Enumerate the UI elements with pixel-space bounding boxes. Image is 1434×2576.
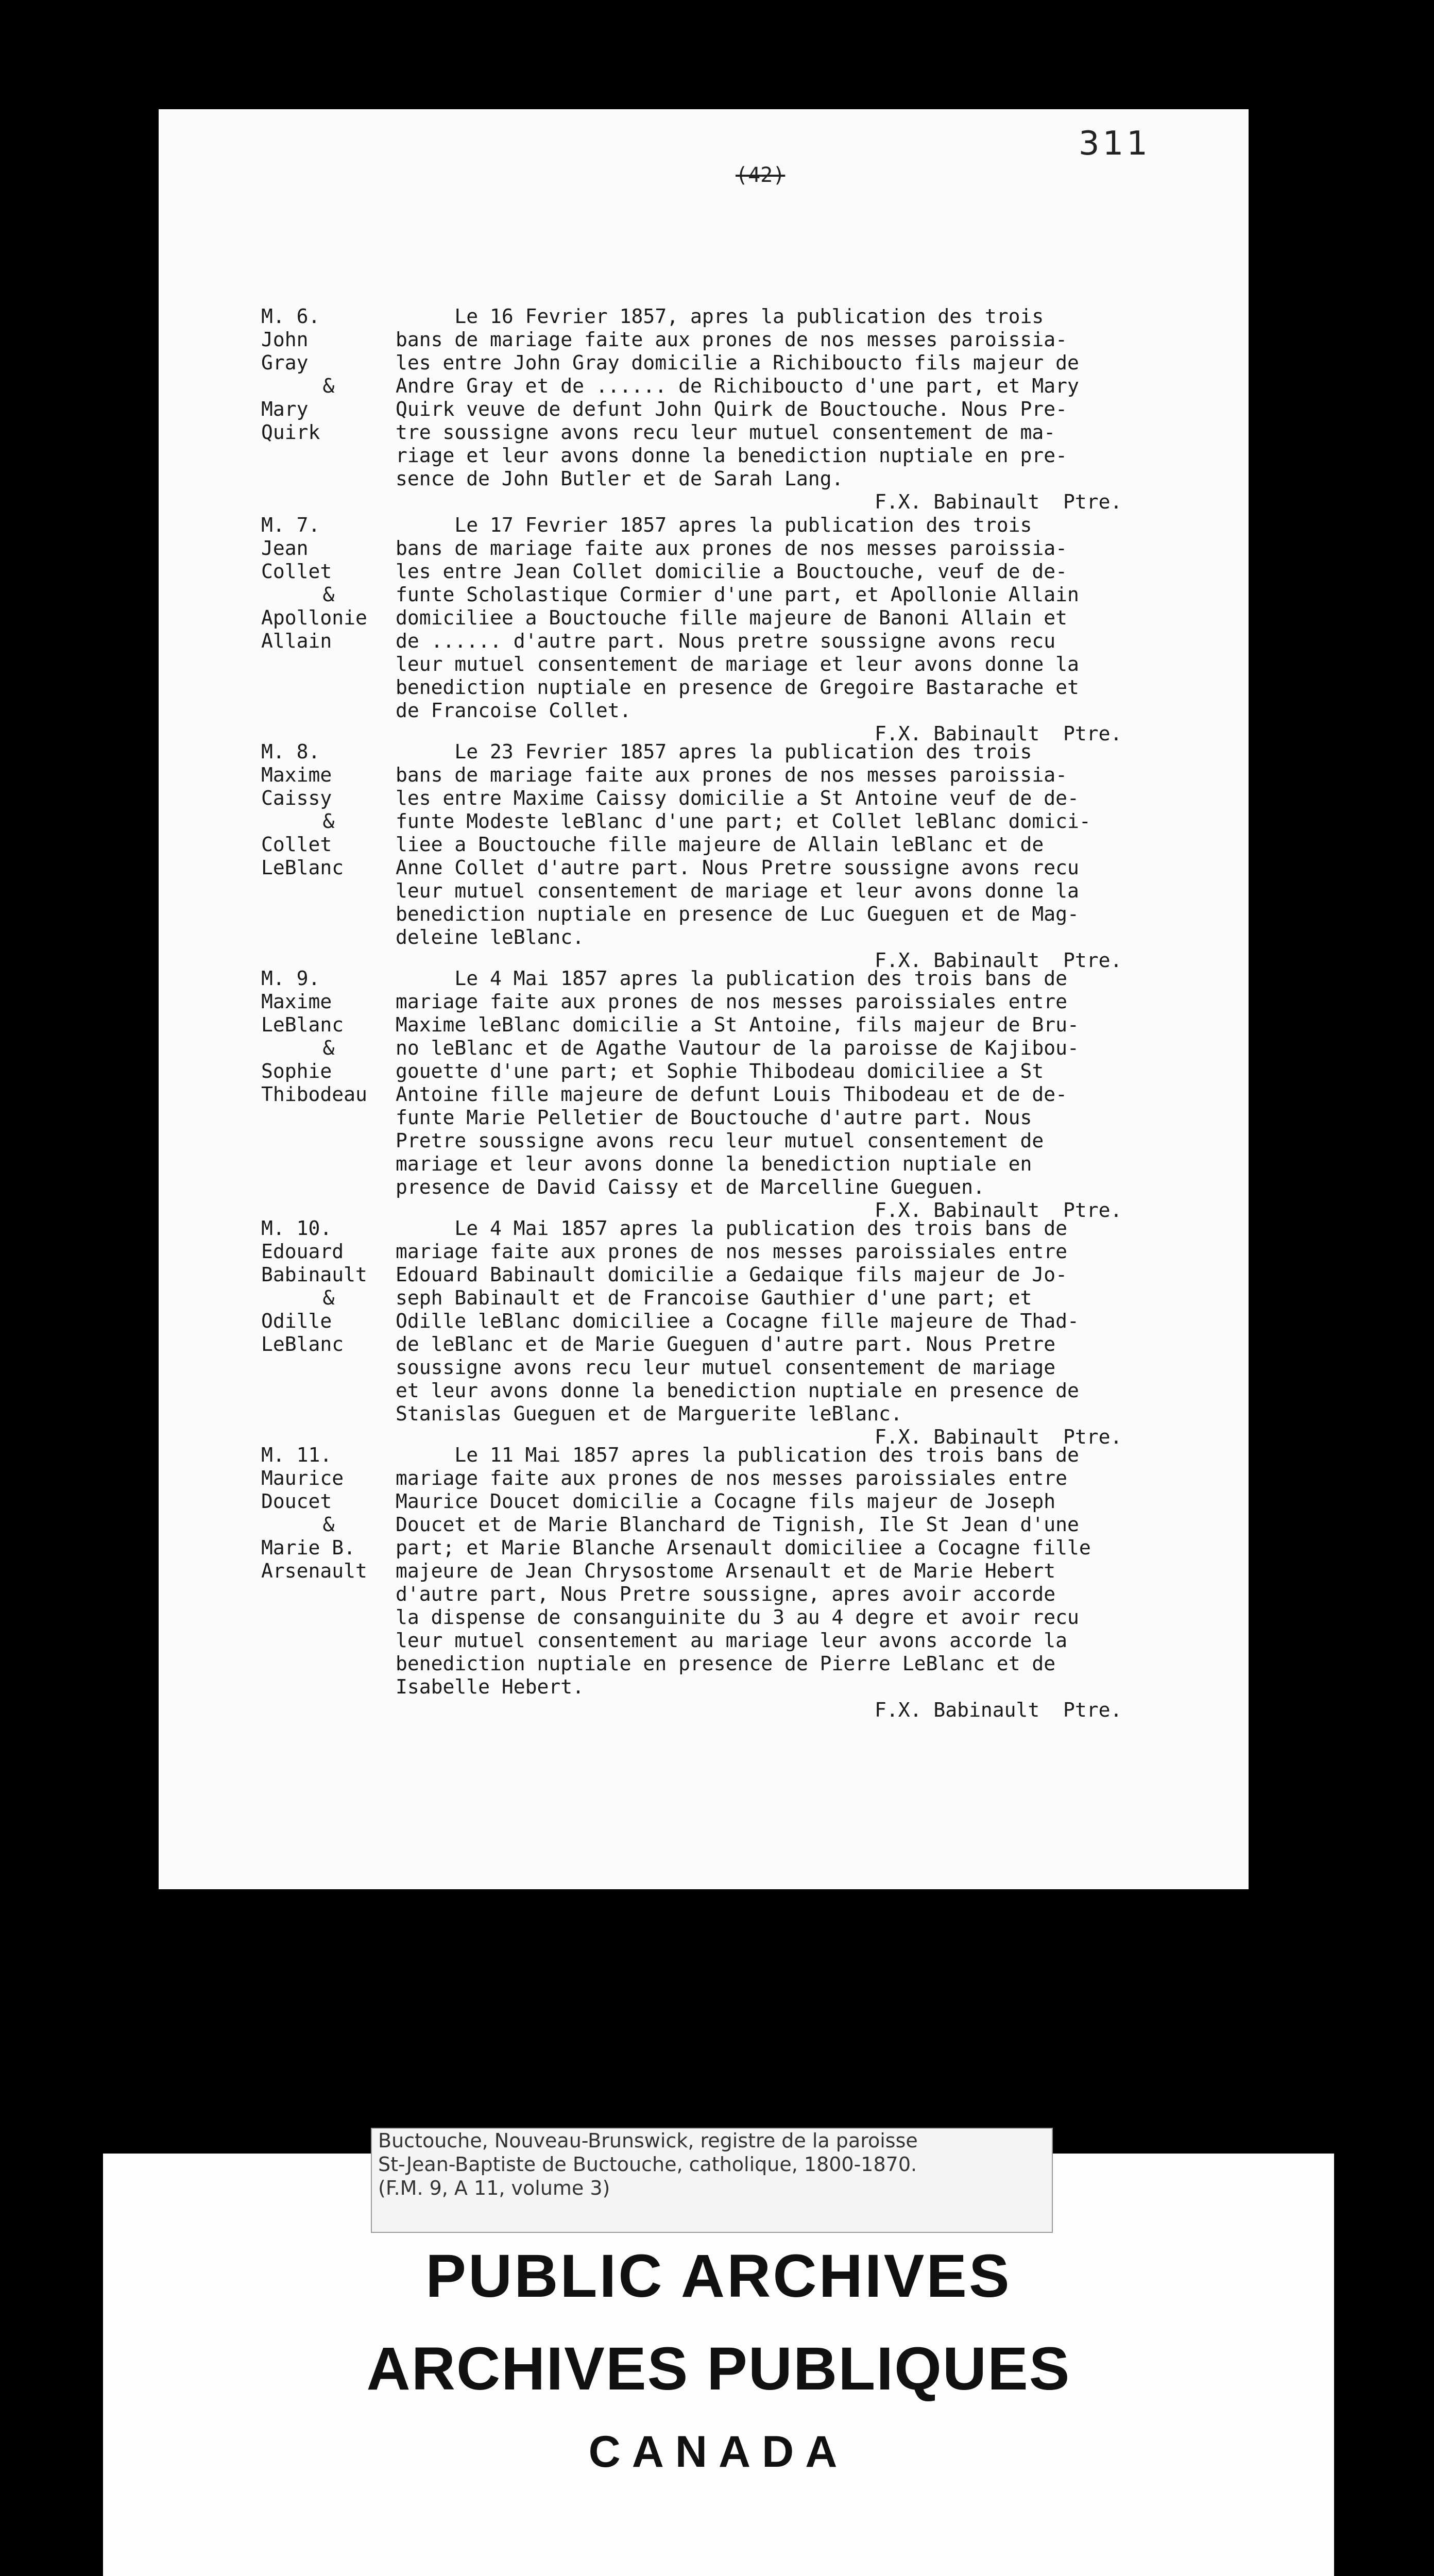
entry-margin-note xyxy=(259,740,398,879)
text-line: mariage et leur avons donne la benediction nuptiale en xyxy=(396,1153,1032,1175)
priest-signature: F.X. Babinault Ptre. xyxy=(875,1426,1122,1448)
text-line: Le 11 Mai 1857 apres la publication des trois bans de xyxy=(396,1444,1079,1466)
reference-line: (F.M. 9, A 11, volume 3) xyxy=(378,2177,610,2199)
text-line: benediction nuptiale en presence de Luc Gueguen et de Mag- xyxy=(396,903,1079,925)
page-number: (42) xyxy=(736,163,786,187)
bride-surname: Allain xyxy=(261,630,332,652)
text-line: Le 23 Fevrier 1857 apres la publication des trois xyxy=(396,740,1032,763)
entry-body xyxy=(396,1444,1230,1699)
entry-ref: M. 6. xyxy=(261,305,320,328)
text-line: benediction nuptiale en presence de Gregoire Bastarache et xyxy=(396,676,1079,699)
text-line: d'autre part, Nous Pretre soussigne, apres avoir accorde xyxy=(396,1583,1056,1605)
entry-ref: M. 7. xyxy=(261,514,320,536)
text-line: de ...... d'autre part. Nous pretre soussigne avons recu xyxy=(396,630,1056,652)
bride-name: Sophie xyxy=(261,1060,332,1082)
groom-surname: LeBlanc xyxy=(261,1013,344,1036)
text-line: part; et Marie Blanche Arsenault domiciliee a Cocagne fille xyxy=(396,1536,1091,1559)
text-line: les entre Jean Collet domicilie a Bouctouche, veuf de de- xyxy=(396,560,1068,583)
groom-surname: Babinault xyxy=(261,1263,367,1286)
ampersand: & xyxy=(322,1037,335,1059)
bride-surname: LeBlanc xyxy=(261,856,344,879)
reference-line: Buctouche, Nouveau-Brunswick, registre de la paroisse xyxy=(378,2129,918,2152)
text-line: Quirk veuve de defunt John Quirk de Bouctouche. Nous Pre- xyxy=(396,398,1068,420)
priest-signature: F.X. Babinault Ptre. xyxy=(875,722,1122,745)
entry-body xyxy=(396,514,1230,722)
text-line: seph Babinault et de Francoise Gauthier d'une part; et xyxy=(396,1286,1032,1309)
text-line: mariage faite aux prones de nos messes paroissiales entre xyxy=(396,1240,1068,1263)
text-line: sence de John Butler et de Sarah Lang. xyxy=(396,467,844,490)
text-line: benediction nuptiale en presence de Pierre LeBlanc et de xyxy=(396,1652,1056,1675)
groom-name: John xyxy=(261,328,309,351)
text-line: Isabelle Hebert. xyxy=(396,1675,585,1698)
bride-surname: LeBlanc xyxy=(261,1333,344,1355)
archive-card xyxy=(103,2129,1334,2576)
entry-body xyxy=(396,967,1230,1199)
text-line: funte Scholastique Cormier d'une part, et Apollonie Allain xyxy=(396,583,1079,606)
text-line: la dispense de consanguinite du 3 au 4 degre et avoir recu xyxy=(396,1606,1079,1629)
text-line: soussigne avons recu leur mutuel consentement de mariage xyxy=(396,1356,1056,1379)
entry-margin-note xyxy=(259,1217,398,1356)
text-line: domiciliee a Bouctouche fille majeure de Banoni Allain et xyxy=(396,606,1068,629)
groom-name: Jean xyxy=(261,537,309,560)
priest-signature: F.X. Babinault Ptre. xyxy=(875,1699,1122,1721)
ampersand: & xyxy=(322,810,335,833)
groom-surname: Gray xyxy=(261,351,309,374)
text-line: les entre Maxime Caissy domicilie a St Antoine veuf de de- xyxy=(396,787,1079,809)
entry-margin-note xyxy=(259,305,398,444)
text-line: Le 16 Fevrier 1857, apres la publication des trois xyxy=(396,305,1044,328)
entry-ref: M. 11. xyxy=(261,1444,332,1466)
priest-signature: F.X. Babinault Ptre. xyxy=(875,1199,1122,1222)
text-line: Doucet et de Marie Blanchard de Tignish, Ile St Jean d'une xyxy=(396,1513,1079,1536)
groom-name: Edouard xyxy=(261,1240,344,1263)
text-line: funte Modeste leBlanc d'une part; et Collet leBlanc domici- xyxy=(396,810,1091,833)
text-line: Maxime leBlanc domicilie a St Antoine, fils majeur de Bru- xyxy=(396,1013,1079,1036)
entry-ref: M. 10. xyxy=(261,1217,332,1240)
text-line: Le 17 Fevrier 1857 apres la publication des trois xyxy=(396,514,1032,536)
bride-surname: Quirk xyxy=(261,421,320,444)
text-line: de Francoise Collet. xyxy=(396,699,631,722)
text-line: Le 4 Mai 1857 apres la publication des trois bans de xyxy=(396,967,1068,990)
bride-name: Mary xyxy=(261,398,309,420)
text-line: bans de mariage faite aux prones de nos messes paroissia- xyxy=(396,328,1068,351)
bride-name: Odille xyxy=(261,1310,332,1332)
priest-signature: F.X. Babinault Ptre. xyxy=(875,490,1122,513)
ampersand: & xyxy=(322,1513,335,1536)
entry-margin-note xyxy=(259,1444,398,1583)
text-line: majeure de Jean Chrysostome Arsenault et de Marie Hebert xyxy=(396,1560,1056,1582)
folio-number: 311 xyxy=(1078,125,1151,163)
text-line: de leBlanc et de Marie Gueguen d'autre part. Nous Pretre xyxy=(396,1333,1056,1355)
entry-margin-note xyxy=(259,514,398,653)
bride-name: Apollonie xyxy=(261,606,367,629)
bride-name: Marie B. xyxy=(261,1536,356,1559)
ampersand: & xyxy=(322,1286,335,1309)
text-line: leur mutuel consentement au mariage leur avons accorde la xyxy=(396,1629,1068,1652)
text-line: leur mutuel consentement de mariage et leur avons donne la xyxy=(396,653,1079,675)
archive-title-english: PUBLIC ARCHIVES xyxy=(425,2242,1012,2310)
entry-ref: M. 9. xyxy=(261,967,320,990)
entry-margin-note xyxy=(259,967,398,1106)
ampersand: & xyxy=(322,583,335,606)
groom-surname: Doucet xyxy=(261,1490,332,1513)
text-line: funte Marie Pelletier de Bouctouche d'autre part. Nous xyxy=(396,1106,1032,1129)
text-line: mariage faite aux prones de nos messes paroissiales entre xyxy=(396,1467,1068,1489)
text-line: Antoine fille majeure de defunt Louis Thibodeau et de de- xyxy=(396,1083,1068,1106)
entry-body xyxy=(396,305,1230,490)
ampersand: & xyxy=(322,375,335,397)
text-line: Andre Gray et de ...... de Richiboucto d'une part, et Mary xyxy=(396,375,1079,397)
text-line: liee a Bouctouche fille majeure de Allain leBlanc et de xyxy=(396,833,1044,856)
entry-body xyxy=(396,740,1230,949)
archive-title-french: ARCHIVES PUBLIQUES xyxy=(366,2335,1071,2403)
text-line: deleine leBlanc. xyxy=(396,926,585,948)
entry-ref: M. 8. xyxy=(261,740,320,763)
text-line: gouette d'une part; et Sophie Thibodeau domiciliee a St xyxy=(396,1060,1044,1082)
groom-name: Maxime xyxy=(261,764,332,786)
text-line: et leur avons donne la benediction nuptiale en presence de xyxy=(396,1379,1079,1402)
text-line: Maurice Doucet domicilie a Cocagne fils majeur de Joseph xyxy=(396,1490,1056,1513)
entry-body xyxy=(396,1217,1230,1426)
text-line: Anne Collet d'autre part. Nous Pretre soussigne avons recu xyxy=(396,856,1079,879)
text-line: Stanislas Gueguen et de Marguerite leBlanc. xyxy=(396,1402,902,1425)
text-line: leur mutuel consentement de mariage et leur avons donne la xyxy=(396,879,1079,902)
groom-surname: Caissy xyxy=(261,787,332,809)
text-line: tre soussigne avons recu leur mutuel consentement de ma- xyxy=(396,421,1056,444)
text-line: riage et leur avons donne la benediction nuptiale en pre- xyxy=(396,444,1068,467)
bride-name: Collet xyxy=(261,833,332,856)
register-page xyxy=(159,109,1249,1889)
text-line: Pretre soussigne avons recu leur mutuel consentement de xyxy=(396,1129,1044,1152)
text-line: no leBlanc et de Agathe Vautour de la paroisse de Kajibou- xyxy=(396,1037,1079,1059)
text-line: bans de mariage faite aux prones de nos messes paroissia- xyxy=(396,764,1068,786)
text-line: Le 4 Mai 1857 apres la publication des trois bans de xyxy=(396,1217,1068,1240)
text-line: bans de mariage faite aux prones de nos messes paroissia- xyxy=(396,537,1068,560)
bride-surname: Arsenault xyxy=(261,1560,367,1582)
archive-reference-label xyxy=(371,2128,1053,2233)
priest-signature: F.X. Babinault Ptre. xyxy=(875,949,1122,972)
groom-surname: Collet xyxy=(261,560,332,583)
bride-surname: Thibodeau xyxy=(261,1083,367,1106)
text-line: les entre John Gray domicilie a Richiboucto fils majeur de xyxy=(396,351,1079,374)
text-line: mariage faite aux prones de nos messes paroissiales entre xyxy=(396,990,1068,1013)
reference-line: St-Jean-Baptiste de Buctouche, catholique, 1800-1870. xyxy=(378,2153,917,2176)
archive-country: CANADA xyxy=(588,2427,849,2477)
text-line: Odille leBlanc domiciliee a Cocagne fille majeure de Thad- xyxy=(396,1310,1079,1332)
text-line: Edouard Babinault domicilie a Gedaique fils majeur de Jo- xyxy=(396,1263,1068,1286)
groom-name: Maurice xyxy=(261,1467,344,1489)
text-line: presence de David Caissy et de Marcelline Gueguen. xyxy=(396,1176,985,1198)
groom-name: Maxime xyxy=(261,990,332,1013)
